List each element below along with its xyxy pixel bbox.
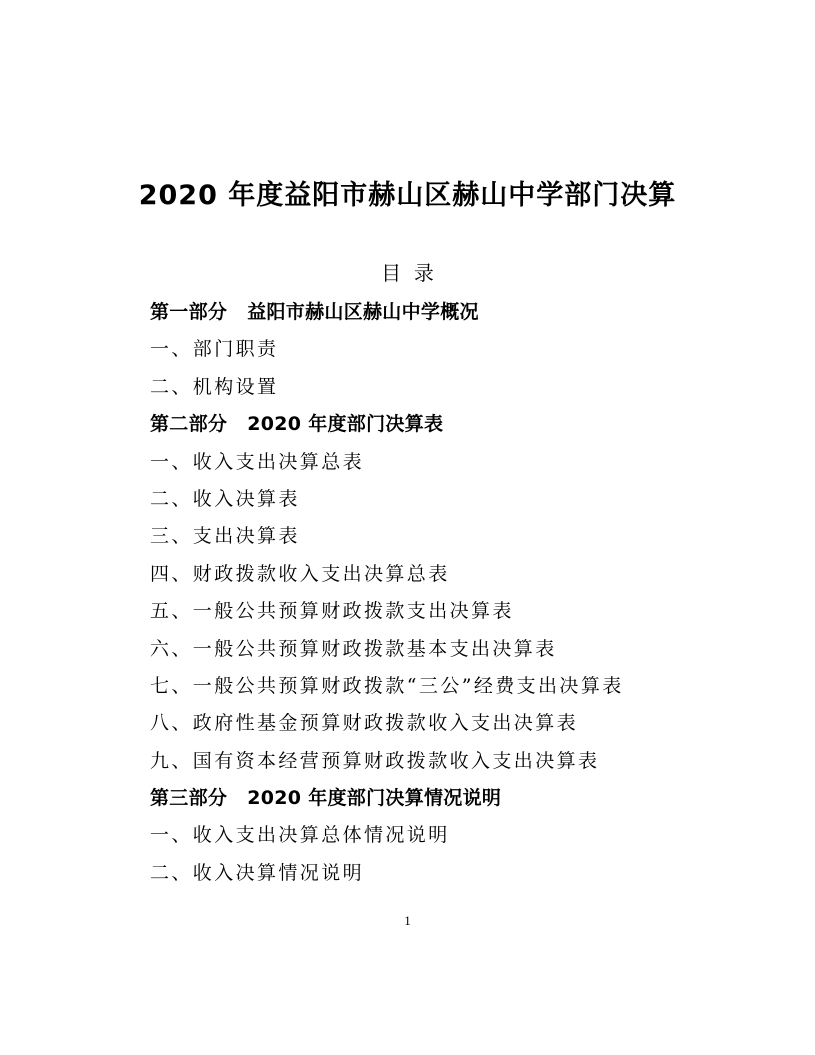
toc-item[interactable]: 一、收入支出决算总表 [150, 450, 365, 473]
toc-item[interactable]: 七、一般公共预算财政拨款“三公”经费支出决算表 [150, 674, 624, 697]
toc-item[interactable]: 三、支出决算表 [150, 525, 300, 548]
toc-item[interactable]: 二、收入决算情况说明 [150, 861, 365, 884]
toc-part-title: 益阳市赫山区赫山中学概况 [247, 301, 479, 323]
toc-part-label: 第一部分 [150, 301, 228, 323]
toc-item[interactable]: 二、收入决算表 [150, 487, 300, 510]
toc-part-title: 2020 年度部门决算表 [247, 413, 444, 436]
toc-part-1[interactable] [150, 294, 770, 331]
toc-part-label: 第二部分 [150, 413, 228, 436]
table-of-contents [150, 294, 770, 892]
toc-item[interactable]: 四、财政拨款收入支出决算总表 [150, 562, 450, 585]
toc-item[interactable]: 八、政府性基金预算财政拨款收入支出决算表 [150, 712, 579, 735]
toc-item[interactable]: 五、一般公共预算财政拨款支出决算表 [150, 600, 514, 623]
toc-item[interactable]: 二、机构设置 [150, 375, 279, 398]
toc-item[interactable]: 六、一般公共预算财政拨款基本支出决算表 [150, 637, 557, 660]
toc-part-title: 2020 年度部门决算情况说明 [247, 787, 502, 810]
toc-item[interactable]: 九、国有资本经营预算财政拨款收入支出决算表 [150, 749, 600, 772]
page-number: 1 [404, 913, 411, 928]
toc-part-label: 第三部分 [150, 787, 228, 810]
toc-item[interactable]: 一、收入支出决算总体情况说明 [150, 824, 450, 847]
toc-part-3[interactable] [150, 780, 770, 817]
toc-part-2[interactable] [150, 406, 770, 443]
document-title: 2020 年度益阳市赫山区赫山中学部门决算 [138, 180, 677, 211]
toc-item[interactable]: 一、部门职责 [150, 338, 279, 361]
toc-heading: 目 录 [381, 261, 434, 285]
